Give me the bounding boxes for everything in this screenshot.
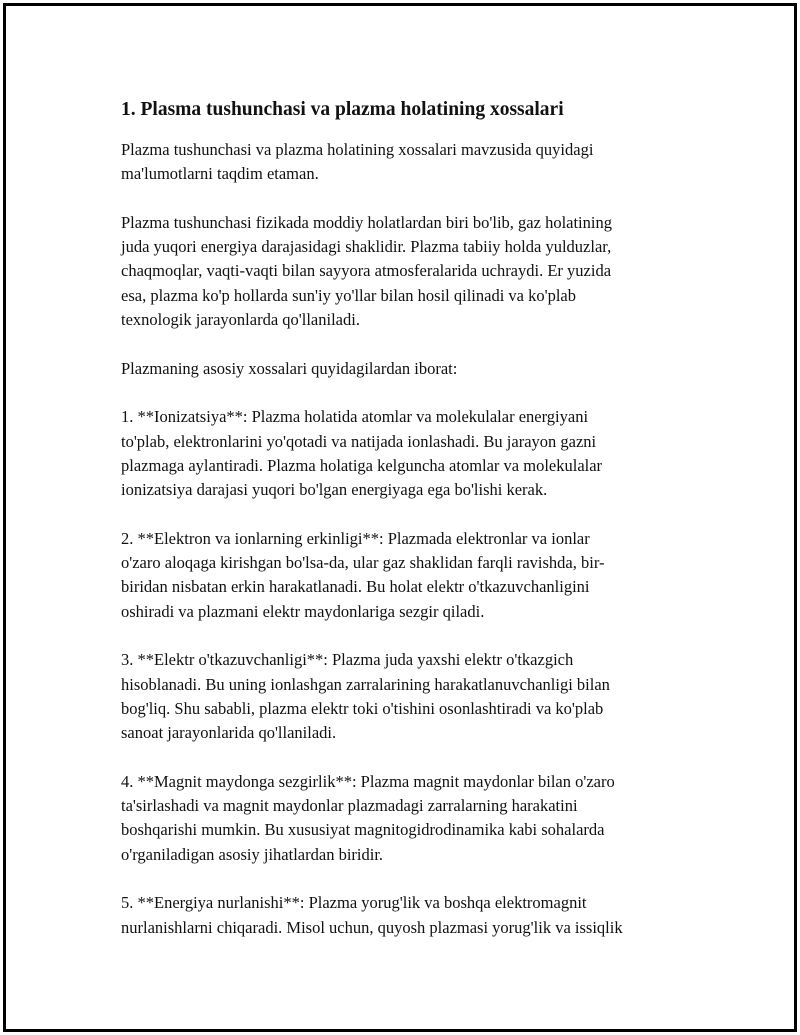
- document-title: 1. Plasma tushunchasi va plazma holatining xossalari: [121, 99, 564, 120]
- list-item-radiation: 5. **Energiya nurlanishi**: Plazma yorug'lik va boshqa elektromagnit nurlanishlarni chiqaradi. Misol uchun, quyosh plazmasi yorug'lik va issiqlik: [121, 893, 623, 937]
- paragraph-properties-intro: Plazmaning asosiy xossalari quyidagilardan iborat:: [121, 358, 458, 378]
- paragraph-definition: Plazma tushunchasi fizikada moddiy holatlardan biri bo'lib, gaz holatining juda yuqori energiya darajasidagi shaklidir. Plazma tabiiy holda yulduzlar, chaqmoqlar, vaqti-vaqti bilan sayyora atmosferalarida uchraydi. Er yuzida esa, plazma ko'p hollarda sun'iy yo'llar bilan hosil qilinadi va ko'plab texnologik jarayonlarda qo'llaniladi.: [121, 212, 612, 330]
- list-item-ionization: 1. **Ionizatsiya**: Plazma holatida atomlar va molekulalar energiyani to'plab, elektronlarini yo'qotadi va natijada ionlashadi. Bu jarayon gazni plazmaga aylantiradi. Plazma holatiga kelguncha atomlar va molekulalar ionizatsiya darajasi yuqori bo'lgan energiyaga ega bo'lishi kerak.: [121, 407, 603, 500]
- list-item-conductivity: 3. **Elektr o'tkazuvchanligi**: Plazma juda yaxshi elektr o'tkazgich hisoblanadi. Bu uning ionlashgan zarralarining harakatlanuvchanligi bilan bog'liq. Shu sababli, plazma elektr toki o'tishini osonlashtiradi va ko'plab sanoat jarayonlarida qo'llaniladi.: [121, 650, 610, 743]
- document-content: [121, 98, 681, 964]
- list-item-freedom: 2. **Elektron va ionlarning erkinligi**: Plazmada elektronlar va ionlar o'zaro aloqaga kirishgan bo'lsa-da, ular gaz shaklidan farqli ravishda, bir- biridan nisbatan erkin harakatlanadi. Bu holat elektr o'tkazuvchanligini oshiradi va plazmani elektr maydonlariga sezgir qiladi.: [121, 528, 605, 621]
- document-page: [3, 3, 797, 1032]
- paragraph-intro: Plazma tushunchasi va plazma holatining xossalari mavzusida quyidagi ma'lumotlarni taqdim etaman.: [121, 140, 594, 184]
- list-item-magnetic: 4. **Magnit maydonga sezgirlik**: Plazma magnit maydonlar bilan o'zaro ta'sirlashadi va magnit maydonlar plazmadagi zarralarning harakatini boshqarishi mumkin. Bu xususiyat magnitogidrodinamika kabi sohalarda o'rganiladigan asosiy jihatlardan biridir.: [121, 771, 615, 864]
